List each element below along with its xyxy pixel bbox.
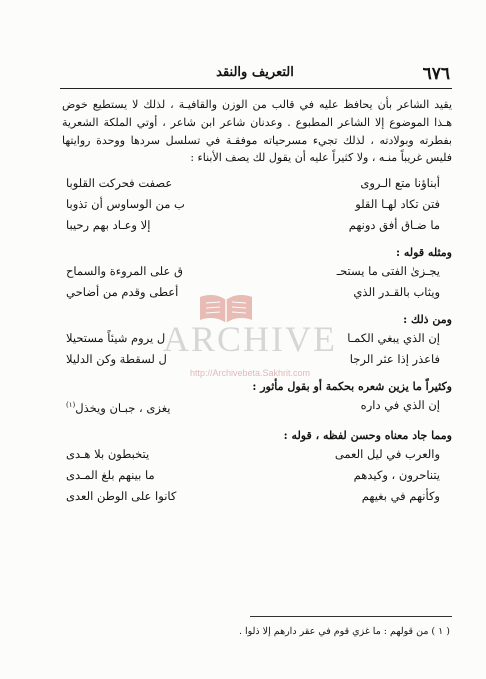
verse-group bbox=[62, 311, 452, 370]
page-number: ٦٧٦ bbox=[422, 64, 450, 84]
verse-group bbox=[62, 173, 452, 236]
verse-line bbox=[62, 215, 452, 236]
verse-line bbox=[62, 465, 452, 486]
paragraph: يقيد الشاعر بأن يحافظ عليه في قالب من الوزن والقافيـة ، لذلك لا يستطيع خوض هـذا الموضوع إلا الشاعر المطبوع . وعدنان شاعر ابن شاعر ، أوتي الملكة الشعرية بفطرته وبولادته ، لذلك تجيء مسرحياته موفقـة في تسلسل سردها ووحدة روايتها فليس غريباً منـه ، ولا كثيراً عليه أن يقول لك يصف الأبناء : bbox=[62, 98, 452, 165]
verse-second-hemistich bbox=[66, 395, 251, 419]
verse-second-hemistich: ب من الوساوس أن تذوبا bbox=[66, 197, 185, 212]
footnote: ( ١ ) من قولهم : ما غزي قوم في عقر دارهم إلا ذلوا . bbox=[238, 626, 450, 637]
verse-intro: ومما جاد معناه وحسن لفظه ، قوله : bbox=[283, 429, 452, 443]
verse-first-hemistich: يتناحرون ، وكيدهم bbox=[353, 468, 440, 483]
verse-line bbox=[62, 349, 452, 370]
verse-second-hemistich: أعطى وقدم من أضاحي bbox=[66, 285, 179, 300]
footnote-rule bbox=[250, 616, 452, 617]
verse-first-hemistich: يجـزىٰ الفتى ما يستحـ bbox=[336, 264, 440, 279]
verse-second-hemistich: ما بينهم بلغ المـدى bbox=[66, 468, 155, 483]
verse-second-hemistich: يتخبطون بلا هـدى bbox=[66, 447, 150, 462]
verse-line bbox=[62, 486, 452, 507]
verse-line bbox=[62, 282, 452, 303]
footnote-marker: (١) bbox=[66, 401, 76, 410]
verse-first-hemistich: إن الذي يبغي الكمـا bbox=[347, 331, 440, 346]
verse-first-hemistich: أبناؤنا متع الـروى bbox=[360, 176, 440, 191]
verse-second-hemistich: كانوا على الوطن العدى bbox=[66, 489, 177, 504]
verse-second-hemistich: عصفت فحركت القلوبا bbox=[66, 176, 173, 191]
verse-line bbox=[62, 328, 452, 349]
verse-line bbox=[62, 395, 452, 419]
verse-second-hemistich: إلا وعـاد بهم رحيبا bbox=[66, 218, 151, 233]
verse-first-hemistich: فاعذر إذا عثر الرجا bbox=[349, 352, 440, 367]
verse-group bbox=[62, 378, 452, 419]
verse-line bbox=[62, 261, 452, 282]
verse-second-hemistich: ل يروم شيئاً مستحيلا bbox=[66, 331, 166, 346]
verse-first-hemistich: ما ضـاق أفق دونهم bbox=[348, 218, 440, 233]
verse-second-hemistich: ق على المروءة والسماح bbox=[66, 264, 183, 279]
watermark-url: http://Archivebeta.Sakhrit.com bbox=[189, 368, 311, 378]
verse-intro: ومن ذلك : bbox=[403, 313, 452, 327]
verse-intro: وكثيراً ما يزين شعره بحكمة أو بقول مأثور : bbox=[252, 380, 452, 394]
page-header bbox=[60, 64, 450, 84]
watermark-word: ARCHIVE bbox=[163, 319, 337, 359]
running-title: التعريف والنقد bbox=[216, 65, 294, 80]
page-body bbox=[62, 96, 452, 507]
header-rule bbox=[60, 88, 452, 89]
verse-first-hemistich: وكأنهم في بغيهم bbox=[361, 489, 440, 504]
verse-line bbox=[62, 194, 452, 215]
verse-first-hemistich: إن الذي في داره bbox=[360, 398, 440, 413]
verse-first-hemistich: فتن تكاد لهـا القلو bbox=[355, 197, 440, 212]
verse-first-hemistich: والعرب في ليل العمى bbox=[334, 447, 440, 462]
verse-first-hemistich: ويثاب بالقـدر الذي bbox=[353, 285, 440, 300]
verse-group bbox=[62, 427, 452, 507]
verse-second-hemistich: ل لسقطة وكن الدليلا bbox=[66, 352, 167, 367]
verse-line bbox=[62, 444, 452, 465]
verse-text: يغزى ، جبـان ويخذل bbox=[75, 401, 171, 416]
verse-group bbox=[62, 244, 452, 303]
verse-line bbox=[62, 173, 452, 194]
verse-intro: ومثله قوله : bbox=[396, 246, 452, 260]
